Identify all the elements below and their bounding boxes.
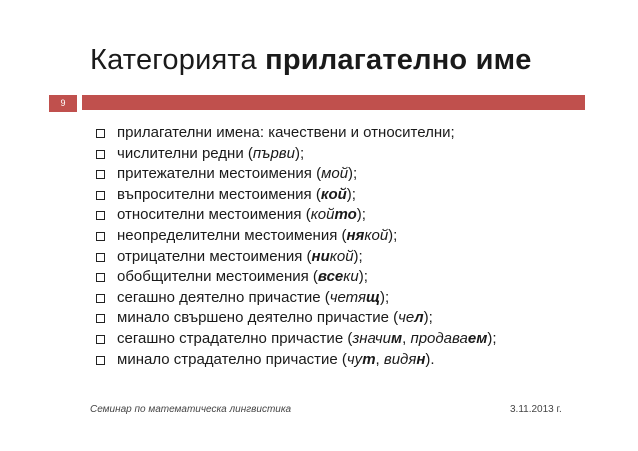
- text-run: );: [348, 165, 358, 183]
- accent-bar: [82, 95, 585, 110]
- list-item: [96, 267, 497, 288]
- text-run: кой: [320, 185, 347, 203]
- text-run: );: [294, 144, 305, 162]
- text-run: ,: [375, 350, 384, 368]
- text-run: т: [362, 350, 376, 368]
- text-run: кой: [310, 206, 335, 224]
- text-run: кой: [329, 247, 354, 265]
- text-run: прилагателни имена: качествени и относителни;: [117, 124, 455, 141]
- text-run: );: [358, 268, 368, 286]
- checkbox-bullet-icon: [96, 294, 105, 303]
- slide-title: [90, 44, 532, 77]
- text-run: обобщителни местоимения (: [117, 268, 318, 286]
- text-run: );: [487, 329, 497, 347]
- text-run: ).: [425, 350, 435, 368]
- text-run: че: [398, 309, 415, 327]
- text-run: минало страдателно причастие (: [117, 350, 347, 368]
- list-item: [96, 144, 497, 165]
- text-run: то: [334, 206, 357, 224]
- text-run: значи: [352, 329, 391, 347]
- text-run: ем: [467, 329, 488, 347]
- list-item: [96, 329, 497, 350]
- text-run: чу: [346, 350, 363, 368]
- text-run: четя: [329, 288, 366, 306]
- text-run: все: [317, 268, 344, 286]
- checkbox-bullet-icon: [96, 170, 105, 179]
- text-run: н: [416, 350, 426, 368]
- text-run: ня: [346, 226, 365, 244]
- text-run: л: [414, 309, 424, 327]
- title-prefix: Категорията: [90, 44, 266, 76]
- text-run: относителни местоимения (: [117, 206, 311, 224]
- title-bold: прилагателно име: [265, 44, 532, 76]
- checkbox-bullet-icon: [96, 335, 105, 344]
- list-item: [96, 288, 497, 309]
- list-item: [96, 123, 497, 144]
- text-run: продава: [410, 329, 468, 347]
- text-run: сегашно деятелно причастие (: [117, 288, 330, 306]
- text-run: );: [388, 226, 398, 244]
- checkbox-bullet-icon: [96, 232, 105, 241]
- text-run: видя: [383, 350, 417, 368]
- checkbox-bullet-icon: [96, 150, 105, 159]
- slide-number: 9: [49, 95, 77, 112]
- text-run: ки: [343, 268, 359, 286]
- list-item: [96, 247, 497, 268]
- list-item: [96, 185, 497, 206]
- footer-date: 3.11.2013 г.: [510, 404, 562, 415]
- text-run: първи: [252, 144, 295, 162]
- checkbox-bullet-icon: [96, 356, 105, 365]
- text-run: м: [391, 329, 403, 347]
- checkbox-bullet-icon: [96, 129, 105, 138]
- checkbox-bullet-icon: [96, 314, 105, 323]
- text-run: въпросителни местоимения (: [117, 185, 321, 203]
- list-item: [96, 308, 497, 329]
- checkbox-bullet-icon: [96, 273, 105, 282]
- footer-course: Семинар по математическа лингвистика: [90, 404, 292, 415]
- text-run: кой: [364, 226, 389, 244]
- checkbox-bullet-icon: [96, 253, 105, 262]
- text-run: ,: [402, 329, 411, 347]
- text-run: );: [423, 309, 433, 327]
- list-item: [96, 350, 497, 371]
- text-run: );: [380, 288, 390, 306]
- text-run: щ: [366, 288, 381, 306]
- list-item: [96, 226, 497, 247]
- text-run: );: [356, 206, 366, 224]
- text-run: числителни редни (: [117, 144, 253, 162]
- list-item: [96, 205, 497, 226]
- text-run: притежателни местоимения (: [117, 165, 322, 183]
- text-run: мой: [321, 165, 349, 183]
- text-run: );: [346, 185, 356, 203]
- text-run: отрицателни местоимения (: [117, 247, 312, 265]
- text-run: минало свършено деятелно причастие (: [117, 309, 399, 327]
- text-run: неопределителни местоимения (: [117, 226, 347, 244]
- checkbox-bullet-icon: [96, 211, 105, 220]
- text-run: );: [353, 247, 363, 265]
- bullet-list: [96, 123, 497, 370]
- text-run: сегашно страдателно причастие (: [117, 329, 353, 347]
- text-run: ни: [311, 247, 330, 265]
- checkbox-bullet-icon: [96, 191, 105, 200]
- list-item: [96, 164, 497, 185]
